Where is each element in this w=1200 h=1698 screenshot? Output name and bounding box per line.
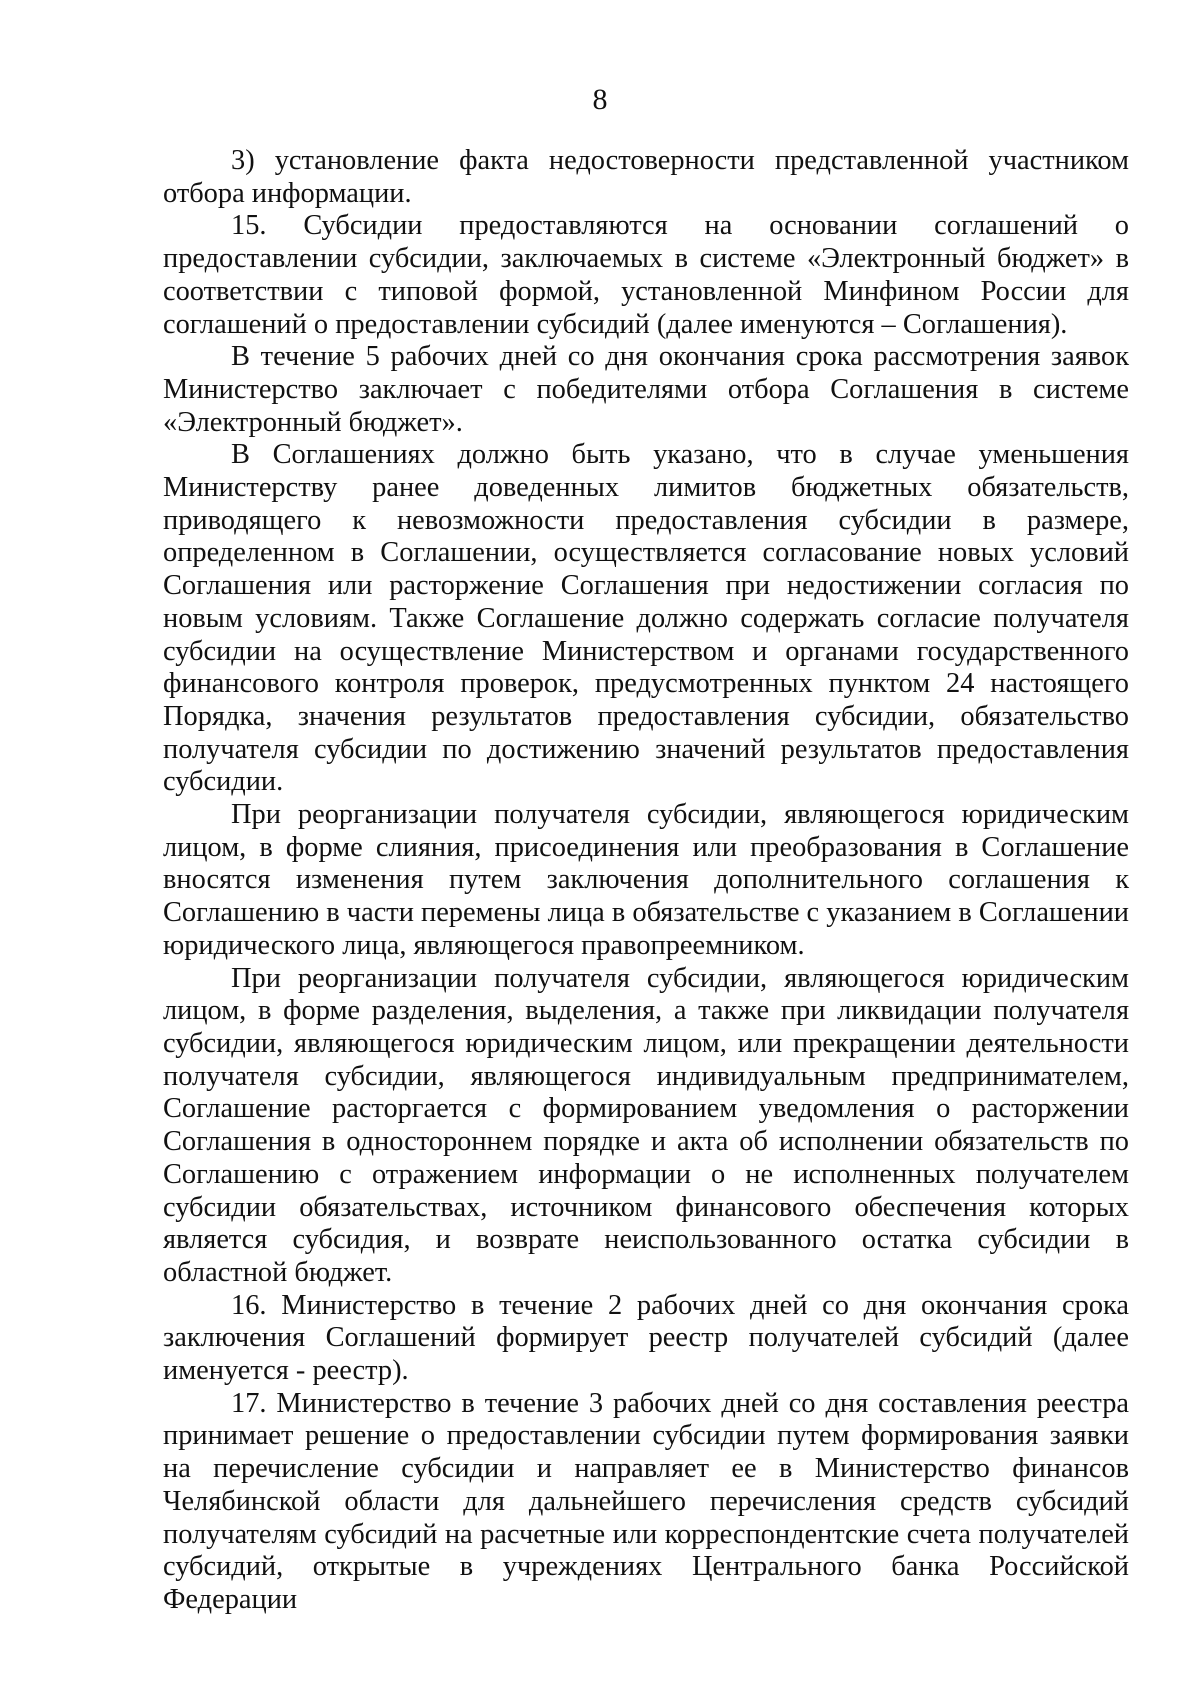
paragraph-item-15: 15. Субсидии предоставляются на основании соглашений о предоставлении субсидии, заключаемых в системе «Электронный бюджет» в соответствии с типовой формой, установленной Минфином России для соглашений о предоставлении субсидий (далее именуются – Соглашения). (163, 210, 1129, 340)
paragraph-reorganization-merger: При реорганизации получателя субсидии, являющегося юридическим лицом, в форме слияния, присоединения или преобразования в Соглашение вносятся изменения путем заключения дополнительного соглашения к Соглашению в части перемены лица в обязательстве с указанием в Соглашении юридического лица, являющегося правопреемником. (163, 799, 1129, 961)
document-body (163, 145, 1129, 1617)
page-number: 8 (592, 83, 608, 116)
paragraph-agreement-deadline: В течение 5 рабочих дней со дня окончания срока рассмотрения заявок Министерство заключает с победителями отбора Соглашения в системе «Электронный бюджет». (163, 341, 1129, 438)
paragraph-reorganization-division: При реорганизации получателя субсидии, являющегося юридическим лицом, в форме разделения, выделения, а также при ликвидации получателя субсидии, являющегося юридическим лицом, или прекращении деятельности получателя субсидии, являющегося индивидуальным предпринимателем, Соглашение расторгается с формированием уведомления о расторжении Соглашения в одностороннем порядке и акта об исполнении обязательств по Соглашению с отражением информации о не исполненных получателем субсидии обязательствах, источником финансового обеспечения которых является субсидия, и возврате неиспользованного остатка субсидии в областной бюджет. (163, 962, 1129, 1288)
paragraph-agreement-terms: В Соглашениях должно быть указано, что в случае уменьшения Министерству ранее доведенных лимитов бюджетных обязательств, приводящего к невозможности предоставления субсидии в размере, определенном в Соглашении, осуществляется согласование новых условий Соглашения или расторжение Соглашения при недостижении согласия по новым условиям. Также Соглашение должно содержать согласие получателя субсидии на осуществление Министерством и органами государственного финансового контроля проверок, предусмотренных пунктом 24 настоящего Порядка, значения результатов предоставления субсидии, обязательство получателя субсидии по достижению значений результатов предоставления субсидии. (163, 439, 1129, 798)
paragraph-item-16: 16. Министерство в течение 2 рабочих дней со дня окончания срока заключения Соглашений формирует реестр получателей субсидий (далее именуется - реестр). (163, 1289, 1129, 1387)
paragraph-item-17: 17. Министерство в течение 3 рабочих дней со дня составления реестра принимает решение о предоставлении субсидии путем формирования заявки на перечисление субсидии и направляет ее в Министерство финансов Челябинской области для дальнейшего перечисления средств субсидий получателям субсидий на расчетные или корреспондентские счета получателей субсидий, открытые в учреждениях Центрального банка Российской Федерации (163, 1387, 1129, 1615)
paragraph-item-3: 3) установление факта недостоверности представленной участником отбора информации. (163, 145, 1129, 209)
